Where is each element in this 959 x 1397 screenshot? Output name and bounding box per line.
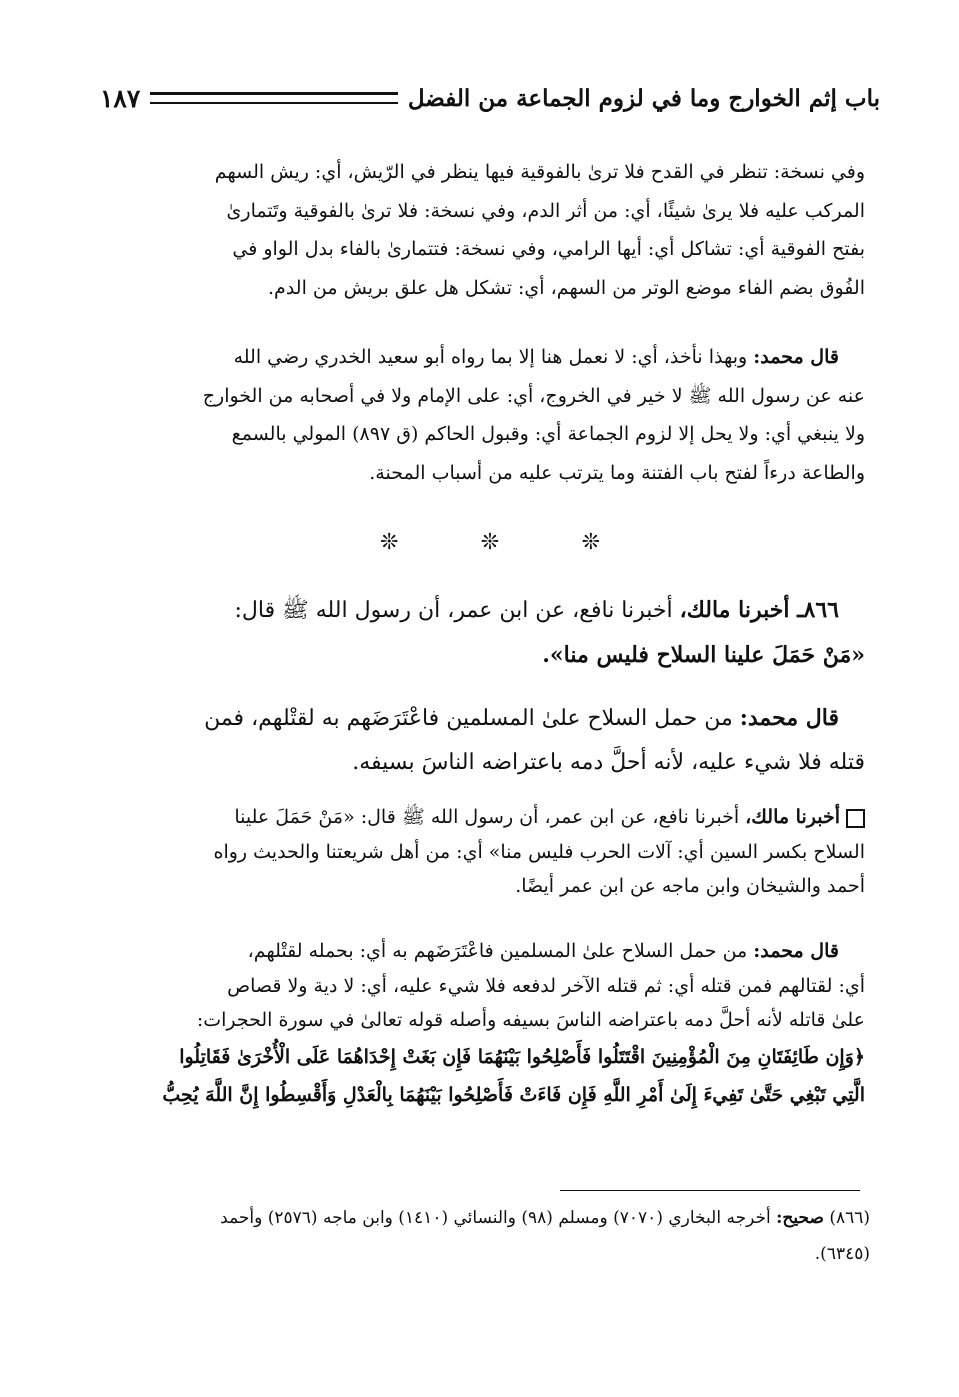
speaker-label: قال محمد:: [753, 346, 839, 368]
ruling-text: من حمل السلاح علىٰ المسلمين فاعْتَرَضَهم به لقتْلهم، فمن: [204, 706, 733, 731]
commentary-line: [115, 934, 865, 969]
commentary-text: من حمل السلاح علىٰ المسلمين فاعْتَرَضَهم به أي: بحمله لقتْلهم،: [247, 940, 748, 962]
footnote-text: أخرجه البخاري (٧٠٧٠) ومسلم (٩٨) والنسائي (١٤١٠) وابن ماجه (٢٥٧٦) وأحمد: [220, 1208, 771, 1228]
page-header: [100, 78, 880, 118]
footnote: [110, 1200, 870, 1272]
footnote-line: (٦٣٤٥).: [814, 1244, 870, 1264]
speaker-label: قال محمد:: [739, 705, 839, 731]
speaker-label: قال محمد:: [753, 940, 839, 962]
commentary-line: عنه عن رسول الله ﷺ لا خير في الخروج، أي: على الإمام ولا في أصحابه من الخوارج: [202, 384, 865, 407]
commentary-line: أي: لقتالهم فمن قتله أي: ثم قتله الآخر لدفعه فلا شيء عليه، أي: لا دية ولا قصاص: [227, 974, 865, 997]
commentary-line: بفتح الفوقية أي: تشاكل أي: أيها الرامي، وفي نسخة: فتتماریٰ بالفاء بدل الواو في: [232, 238, 865, 260]
quran-verse-line: ﴿وَإِن طَائِفَتَانِ مِنَ الْمُؤْمِنِينَ اقْتَتَلُوا فَأَصْلِحُوا بَيْنَهُمَا فَإِن بَغَتْ إِحْدَاهُمَا عَلَى الْأُخْرَىٰ فَقَاتِلُوا: [179, 1045, 865, 1068]
commentary-block-3: [115, 800, 865, 904]
page-number: ١٨٧: [100, 83, 141, 113]
commentary-line: الفُوق بضم الفاء موضع الوتر من السهم، أي: تشكل هل علق بريش من الدم.: [268, 276, 865, 299]
commentary-line: [115, 800, 865, 835]
commentary-line: علىٰ قاتله لأنه أحلَّ دمه باعتراضه الناسَ بسيفه وأصله قوله تعالىٰ في سورة الحجرات:: [196, 1009, 865, 1031]
ruling-block: [115, 696, 865, 785]
star-ornament-icon: ❊: [480, 530, 500, 555]
commentary-text: وبهذا نأخذ، أي: لا نعمل هنا إلا بما رواه أبو سعيد الخدري رضي الله: [233, 346, 748, 368]
commentary-block-1: [115, 153, 865, 307]
footnote-line: [110, 1200, 870, 1236]
hadith-line: [115, 588, 865, 633]
commentary-line: ولا ينبغي أي: ولا يحل إلا لزوم الجماعة أي: وقبول الحاكم (ق ٨٩٧) المولي بالسمع: [231, 423, 865, 445]
commentary-line: والطاعة درءاً لفتح باب الفتنة وما يترتب عليه من أسباب المحنة.: [369, 461, 865, 484]
header-rule: [150, 92, 398, 104]
quran-verse-line: الَّتِي تَبْغِي حَتَّىٰ تَفِيءَ إِلَىٰ أَمْرِ اللَّهِ فَإِن فَاءَتْ فَأَصْلِحُوا بَيْنَهُمَا بِالْعَدْلِ وَأَقْسِطُوا إِنَّ اللَّهَ يُحِبُّ: [162, 1083, 865, 1106]
narrator-label: أخبرنا مالك،: [745, 806, 840, 828]
commentary-line: أحمد والشيخان وابن ماجه عن ابن عمر أيضًا.: [515, 875, 865, 897]
hadith-block: [115, 588, 865, 677]
hadith-matn: «مَنْ حَمَلَ علينا السلاح فليس منا».: [542, 642, 865, 668]
commentary-line: وفي نسخة: تنظر في القدح فلا ترىٰ بالفوقية فيها ينظر في الرّيش، أي: ريش السهم: [214, 161, 865, 183]
star-ornament-icon: ❊: [380, 530, 399, 555]
ruling-line: قتله فلا شيء عليه، لأنه أحلَّ دمه باعتراضه الناسَ بسيفه.: [352, 750, 865, 775]
commentary-line: [115, 338, 865, 377]
square-box-icon: [846, 809, 865, 828]
ruling-line: [115, 696, 865, 741]
commentary-line: السلاح بكسر السين أي: آلات الحرب فليس منا» أي: من أهل شريعتنا والحديث رواه: [213, 840, 865, 863]
commentary-line: المركب عليه فلا يرىٰ شيئًا، أي: من أثر الدم، وفي نسخة: فلا ترىٰ بالفوقية وتَتماریٰ: [226, 199, 865, 222]
footnote-divider: [560, 1190, 860, 1191]
footnote-ref: (٨٦٦): [829, 1208, 870, 1228]
chapter-title: باب إثم الخوارج وما في لزوم الجماعة من الفضل: [407, 84, 880, 112]
hadith-number: ٨٦٦ـ أخبرنا مالك،: [679, 597, 839, 623]
section-separator: [380, 530, 600, 560]
star-ornament-icon: ❊: [581, 530, 600, 555]
commentary-block-4: [115, 934, 865, 1114]
commentary-block-2: [115, 338, 865, 492]
hadith-chain: أخبرنا نافع، عن ابن عمر، أن رسول الله ﷺ قال:: [234, 598, 673, 623]
footnote-grade: صحيح:: [776, 1208, 824, 1228]
commentary-text: أخبرنا نافع، عن ابن عمر، أن رسول الله ﷺ قال: «مَنْ حَمَلَ علينا: [234, 806, 740, 828]
